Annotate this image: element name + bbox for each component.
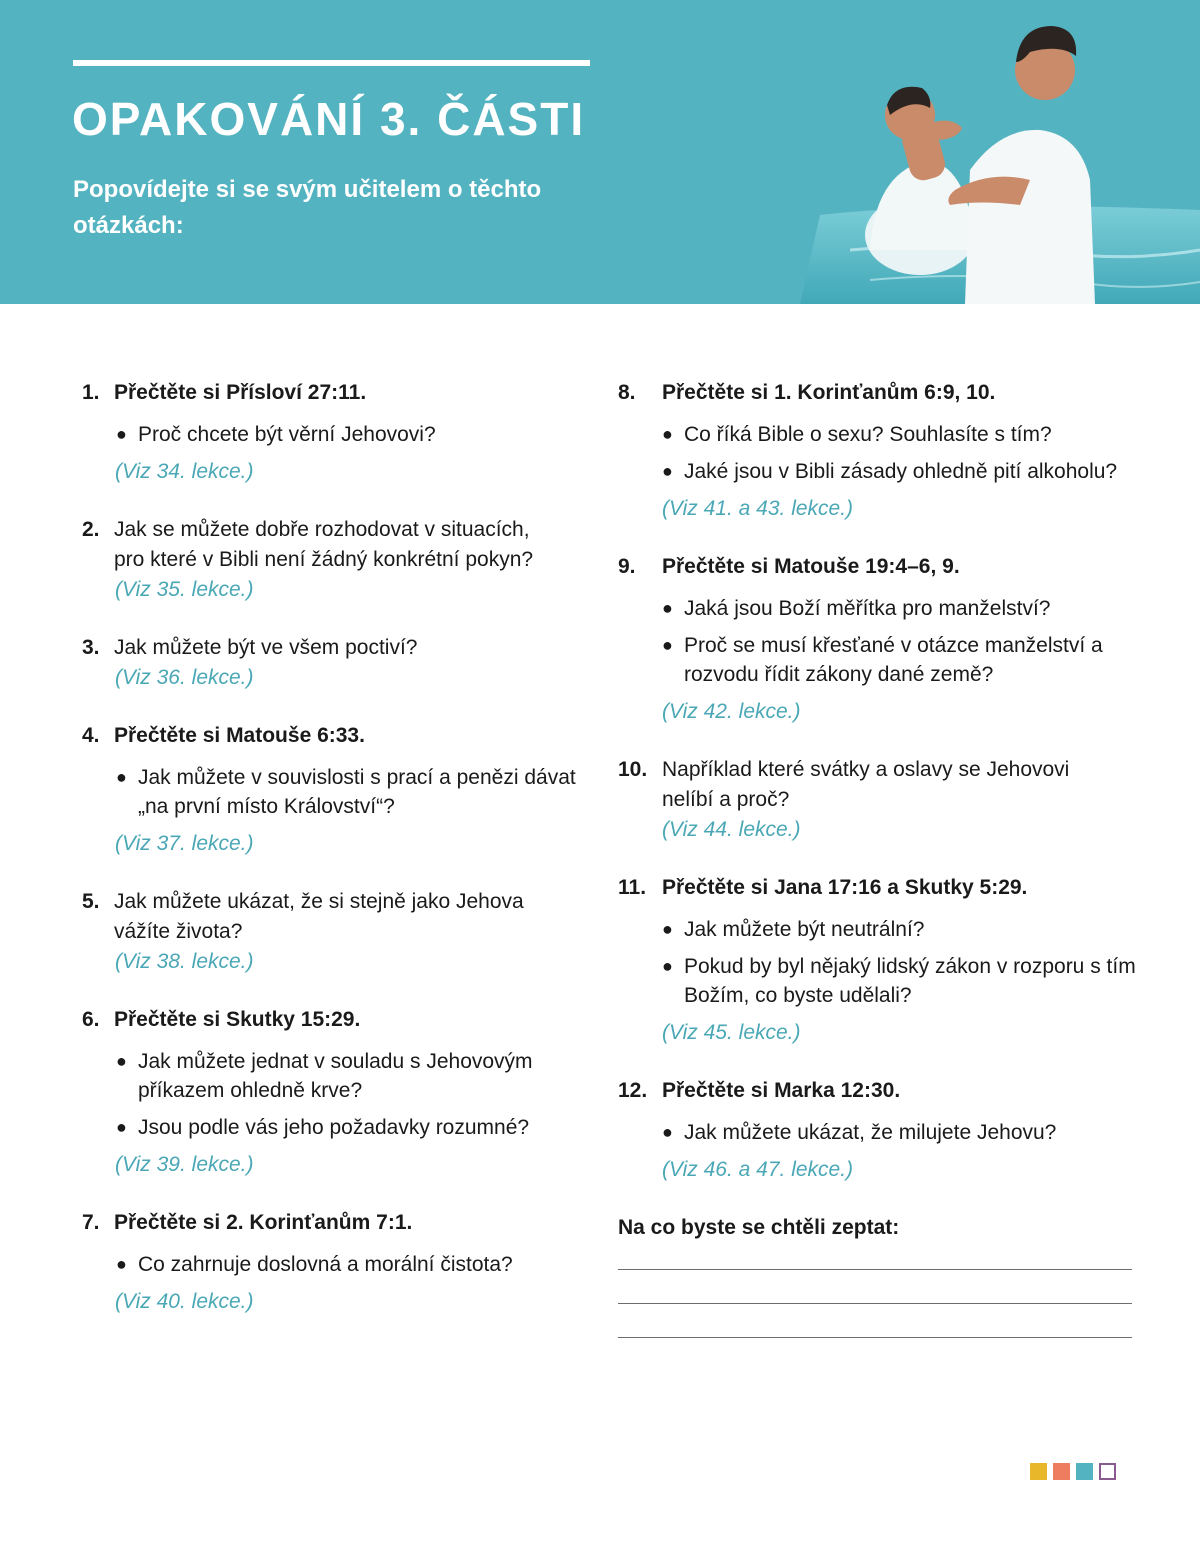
outline-square-icon: [1099, 1463, 1116, 1480]
question-text: Jak se můžete dobře rozhodovat v situacích, pro které v Bibli není žádný konkrétní pokyn?: [114, 518, 534, 571]
question-number: 12.: [618, 1079, 648, 1102]
question-number: 7.: [82, 1211, 100, 1234]
question-3: [82, 633, 582, 693]
question-6: [82, 1005, 582, 1180]
bullet-list: [618, 420, 1138, 486]
lesson-reference: (Viz 42. lekce.): [662, 700, 801, 723]
question-text: Přečtěte si 2. Korinťanům 7:1.: [114, 1211, 413, 1234]
lesson-reference: (Viz 40. lekce.): [115, 1290, 254, 1313]
question-text: Přečtěte si Matouše 19:4–6, 9.: [662, 555, 960, 578]
bullet-list: [82, 1250, 582, 1279]
bullet-list: [618, 594, 1138, 689]
bullet-item: ● Jak můžete jednat v souladu s Jehovovým příkazem ohledně krve?: [116, 1047, 582, 1105]
question-text: Jak můžete být ve všem poctiví?: [114, 636, 418, 659]
question-number: 5.: [82, 890, 100, 913]
lesson-reference: (Viz 46. a 47. lekce.): [662, 1158, 854, 1181]
question-2: [82, 515, 582, 605]
questions-right-column: [618, 378, 1138, 1338]
bullet-item: ● Jak můžete ukázat, že milujete Jehovu?: [662, 1118, 1138, 1147]
question-5: [82, 887, 582, 977]
bullet-icon: ●: [662, 635, 673, 655]
question-7: [82, 1208, 582, 1317]
page-subtitle: Popovídejte si se svým učitelem o těchto otázkách:: [73, 176, 542, 239]
bullet-item: ● Pokud by byl nějaký lidský zákon v rozporu s tím Božím, co byste udělali?: [662, 952, 1138, 1010]
lesson-reference: (Viz 37. lekce.): [115, 832, 254, 855]
bullet-item: ● Jak můžete být neutrální?: [662, 915, 1138, 944]
question-1: [82, 378, 582, 487]
bullet-item: ● Jaké jsou v Bibli zásady ohledně pití alkoholu?: [662, 457, 1138, 486]
bullet-item: ● Proč chcete být věrní Jehovovi?: [116, 420, 582, 449]
question-text: Přečtěte si Jana 17:16 a Skutky 5:29.: [662, 876, 1028, 899]
question-text: Přečtěte si 1. Korinťanům 6:9, 10.: [662, 381, 996, 404]
question-text: Přečtěte si Matouše 6:33.: [114, 724, 365, 747]
bullet-icon: ●: [662, 1122, 673, 1142]
bullet-icon: ●: [116, 1051, 127, 1071]
question-number: 1.: [82, 381, 100, 404]
bullet-icon: ●: [116, 1254, 127, 1274]
lesson-reference: (Viz 45. lekce.): [662, 1021, 801, 1044]
question-10: [618, 755, 1138, 845]
writing-line[interactable]: [618, 1269, 1132, 1270]
writing-line[interactable]: [618, 1303, 1132, 1304]
questions-to-ask-label: Na co byste se chtěli zeptat:: [618, 1216, 900, 1239]
baptism-illustration: [700, 0, 1200, 304]
teal-square-icon: [1076, 1463, 1093, 1480]
header-banner: [0, 0, 1200, 304]
question-number: 10.: [618, 758, 648, 781]
lesson-reference: (Viz 35. lekce.): [115, 578, 254, 601]
writing-line[interactable]: [618, 1337, 1132, 1338]
bullet-icon: ●: [116, 1117, 127, 1137]
question-text: Například které svátky a oslavy se Jehovovi nelíbí a proč?: [662, 758, 1070, 811]
bullet-icon: ●: [662, 598, 673, 618]
question-number: 8.: [618, 381, 636, 404]
lesson-reference: (Viz 41. a 43. lekce.): [662, 497, 854, 520]
question-number: 6.: [82, 1008, 100, 1031]
page-title: OPAKOVÁNÍ 3. ČÁSTI: [72, 93, 586, 145]
question-number: 3.: [82, 636, 100, 659]
question-number: 9.: [618, 555, 636, 578]
bullet-item: ● Proč se musí křesťané v otázce manželství a rozvodu řídit zákony dané země?: [662, 631, 1138, 689]
question-text: Přečtěte si Skutky 15:29.: [114, 1008, 361, 1031]
yellow-square-icon: [1030, 1463, 1047, 1480]
header-rule: [73, 60, 590, 66]
bullet-item: ● Jak můžete v souvislosti s prací a penězi dávat „na první místo Království“?: [116, 763, 582, 821]
question-text: Přečtěte si Marka 12:30.: [662, 1079, 901, 1102]
bullet-icon: ●: [116, 767, 127, 787]
bullet-item: ● Co říká Bible o sexu? Souhlasíte s tím?: [662, 420, 1138, 449]
bullet-list: [618, 1118, 1138, 1147]
bullet-item: ● Jaká jsou Boží měřítka pro manželství?: [662, 594, 1138, 623]
question-8: [618, 378, 1138, 524]
question-text: Jak můžete ukázat, že si stejně jako Jehova vážíte života?: [114, 890, 524, 943]
questions-left-column: [82, 378, 582, 1345]
lesson-reference: (Viz 34. lekce.): [115, 460, 254, 483]
bullet-list: [618, 915, 1138, 1010]
question-11: [618, 873, 1138, 1048]
bullet-icon: ●: [116, 424, 127, 444]
bullet-list: [82, 763, 582, 821]
orange-square-icon: [1053, 1463, 1070, 1480]
question-number: 11.: [618, 876, 647, 899]
question-9: [618, 552, 1138, 727]
bullet-item: ● Co zahrnuje doslovná a morální čistota?: [116, 1250, 582, 1279]
color-squares-decoration: [1030, 1463, 1116, 1480]
questions-to-ask-section: [618, 1213, 1138, 1338]
question-number: 4.: [82, 724, 100, 747]
bullet-icon: ●: [662, 424, 673, 444]
bullet-item: ● Jsou podle vás jeho požadavky rozumné?: [116, 1113, 582, 1142]
lesson-reference: (Viz 38. lekce.): [115, 950, 254, 973]
bullet-icon: ●: [662, 461, 673, 481]
bullet-list: [82, 420, 582, 449]
question-text: Přečtěte si Přísloví 27:11.: [114, 381, 367, 404]
lesson-reference: (Viz 39. lekce.): [115, 1153, 254, 1176]
question-number: 2.: [82, 518, 100, 541]
lesson-reference: (Viz 36. lekce.): [115, 666, 254, 689]
question-4: [82, 721, 582, 859]
bullet-icon: ●: [662, 956, 673, 976]
bullet-icon: ●: [662, 919, 673, 939]
question-12: [618, 1076, 1138, 1185]
lesson-reference: (Viz 44. lekce.): [662, 818, 801, 841]
bullet-list: [82, 1047, 582, 1142]
